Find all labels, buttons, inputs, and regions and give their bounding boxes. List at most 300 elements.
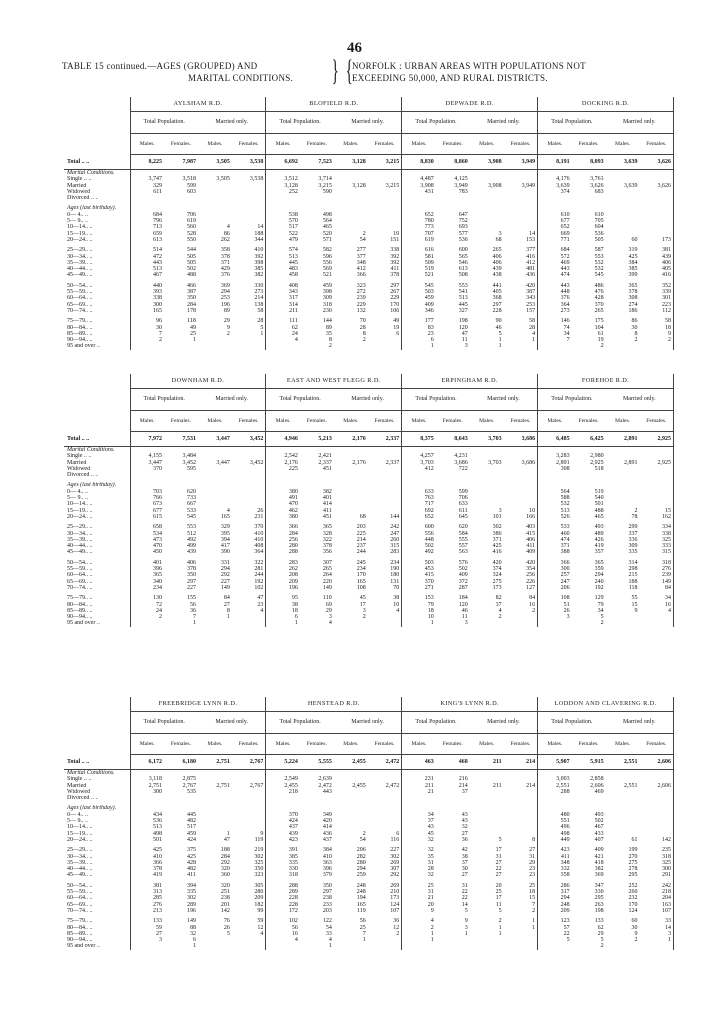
cell: 415 [424, 572, 434, 579]
cell: 24 [291, 330, 298, 337]
cell: 391 [288, 847, 298, 854]
cell: 7 [566, 337, 570, 344]
column-group-row [64, 112, 674, 134]
cell: 162 [640, 514, 674, 520]
cell: 377 [504, 247, 538, 253]
cell: 238 [220, 895, 230, 902]
cell: 379 [322, 872, 332, 879]
cell: 2,875 [182, 776, 196, 783]
cell: 394 [186, 882, 196, 889]
cell: 192 [232, 579, 266, 585]
cell: 227 [368, 847, 402, 853]
cell: 3,908 [488, 182, 502, 189]
cell: 3,761 [590, 176, 604, 183]
cell: 153 [424, 595, 434, 602]
cell: 401 [152, 559, 162, 566]
column-group-row [64, 712, 674, 734]
cell: 3,505 [198, 155, 232, 170]
cell [232, 620, 266, 626]
cell: 658 [152, 524, 162, 531]
cell: 2,606 [640, 783, 674, 789]
table-row [64, 943, 674, 949]
row-label: 0— 4.. .. [64, 812, 130, 818]
cell: 620 [186, 488, 196, 495]
cell: 5 [232, 325, 266, 331]
cell: 253 [504, 302, 538, 308]
cell: 17 [495, 895, 502, 902]
cell: 4,231 [454, 453, 468, 460]
cell [232, 343, 266, 349]
cell: 54 [359, 236, 366, 243]
cell: 170 [368, 302, 402, 308]
cell: 2,337 [318, 459, 332, 466]
cell: 315 [640, 549, 674, 555]
row-label: Married [64, 783, 130, 789]
cell: 10 [368, 602, 402, 608]
cell: 32 [189, 930, 196, 937]
cell: 180 [368, 572, 402, 578]
cell [266, 770, 300, 777]
cell: 86 [223, 230, 230, 237]
cell: 155 [186, 595, 196, 602]
cell: 89 [325, 324, 332, 331]
row-label: 50—54.. .. [64, 560, 130, 566]
cell [198, 620, 232, 626]
cell: 108 [356, 584, 366, 591]
cell: 108 [560, 595, 570, 602]
cell: 366 [152, 859, 162, 866]
cell: 7,972 [130, 432, 164, 447]
cell: 722 [458, 465, 468, 472]
cell: 424 [288, 818, 298, 825]
cell: 45 [427, 830, 434, 837]
cell [436, 770, 470, 777]
district-name: HENSTEAD R.D. [266, 697, 402, 712]
cell: 347 [594, 882, 604, 889]
cell: 334 [640, 524, 674, 530]
cell: 407 [594, 836, 604, 843]
cell: 451 [322, 513, 332, 520]
cell: 410 [322, 853, 332, 860]
cell: 519 [594, 488, 604, 495]
cell: 56 [359, 918, 366, 925]
cell: 2 [600, 620, 604, 627]
cell: 3,447 [216, 459, 230, 466]
cell: 295 [594, 895, 604, 902]
row-label: 35—39.. .. [64, 260, 130, 266]
cell: 280 [356, 859, 366, 866]
cell: 535 [186, 788, 196, 795]
cell: 284 [220, 853, 230, 860]
cell: 107 [368, 908, 402, 914]
cell: 110 [323, 595, 332, 602]
cell: 34 [563, 330, 570, 337]
cell [164, 170, 198, 177]
cell: 175 [594, 318, 604, 325]
cell: 546 [458, 259, 468, 266]
cell: 4,257 [420, 453, 434, 460]
cell: 165 [220, 513, 230, 520]
cell: 398 [322, 289, 332, 296]
cell: 474 [560, 272, 570, 279]
cell: 338 [368, 247, 402, 253]
cell: 2,421 [318, 453, 332, 460]
row-label: 65—69.. .. [64, 302, 130, 308]
cell: 211 [424, 782, 434, 789]
cell: 533 [186, 507, 196, 514]
cell: 320 [220, 882, 230, 889]
cell: 553 [594, 253, 604, 260]
cell: 16 [291, 930, 298, 937]
cell: 360 [220, 872, 230, 879]
cell: 226 [504, 579, 538, 585]
cell: 132 [356, 307, 366, 314]
cell: 771 [560, 236, 570, 243]
row-label: 85—89.. .. [64, 608, 130, 614]
cell: 2,337 [368, 460, 402, 466]
cell: 8,093 [572, 155, 606, 170]
cell: 693 [458, 224, 468, 231]
cell: 8 [634, 330, 638, 337]
cell: 350 [322, 882, 332, 889]
cell: 465 [594, 513, 604, 520]
cell: 42 [461, 847, 468, 854]
cell: 6,172 [130, 755, 164, 770]
cell: 505 [186, 253, 196, 260]
cell: 386 [492, 530, 502, 537]
cell: 3,949 [454, 182, 468, 189]
cell: 22 [495, 866, 502, 873]
cell: 3 [464, 620, 468, 627]
cell: 27 [504, 847, 538, 853]
cell: 3,747 [148, 176, 162, 183]
cell: 22 [563, 930, 570, 937]
cell: 3,484 [182, 453, 196, 460]
cell: 1 [498, 930, 502, 937]
cell: 3,703 [420, 459, 434, 466]
table-title-line2: MARITAL CONDITIONS. [188, 73, 294, 83]
cell: 428 [594, 295, 604, 302]
cell: 551 [560, 818, 570, 825]
cell: 26 [232, 508, 266, 514]
cell: 577 [458, 230, 468, 237]
cell: 521 [322, 272, 332, 279]
cell: 17 [495, 847, 502, 854]
cell: 4 [430, 918, 434, 925]
total-row [64, 155, 674, 170]
cell: 288 [288, 549, 298, 556]
cell: 3,215 [368, 183, 402, 189]
cell: 6,425 [572, 432, 606, 447]
cell: 15 [631, 601, 638, 608]
cell: 322 [232, 560, 266, 566]
cell: 149 [186, 918, 196, 925]
cell: 425 [492, 543, 502, 550]
sex-header-row [64, 134, 674, 155]
col-females: Females. [232, 134, 266, 155]
cell: 348 [356, 259, 366, 266]
cell [640, 447, 674, 454]
cell: 229 [368, 295, 402, 301]
cell: 645 [458, 513, 468, 520]
cell: 300 [152, 301, 162, 308]
cell: 557 [458, 543, 468, 550]
cell: 652 [424, 211, 434, 218]
cell: 120 [458, 324, 468, 331]
cell: 434 [152, 811, 162, 818]
cell: 10 [427, 614, 434, 621]
cell: 343 [504, 295, 538, 301]
cell: 142 [220, 907, 230, 914]
cell: 211 [289, 307, 298, 314]
header-brace-open: { [345, 54, 353, 87]
cell: 317 [288, 295, 298, 302]
cell: 253 [220, 295, 230, 302]
col-married-only: Married only. [470, 389, 538, 411]
cell [334, 943, 368, 949]
cell: 401 [322, 495, 332, 502]
cell: 1 [430, 937, 434, 944]
cell: 4 [504, 331, 538, 337]
district-table [64, 97, 674, 350]
cell: 2 [498, 918, 502, 925]
cell: 363 [322, 859, 332, 866]
cell: 8 [504, 837, 538, 843]
sex-header-row [64, 411, 674, 432]
cell: 470 [288, 501, 298, 508]
col-total-population: Total Population. [538, 389, 606, 411]
cell: 118 [628, 584, 638, 591]
cell: 7 [158, 330, 162, 337]
cell: 214 [356, 536, 366, 543]
district-name: BLOFIELD R.D. [266, 97, 402, 112]
cell: 201 [220, 901, 230, 908]
cell: 272 [356, 289, 366, 296]
cell: 324 [492, 572, 502, 579]
header-blank [64, 134, 130, 155]
cell: 684 [560, 247, 570, 254]
cell [504, 447, 538, 454]
cell: 327 [458, 307, 468, 314]
cell: 96 [155, 318, 162, 325]
row-label: Single .. .. [64, 176, 130, 182]
cell: 545 [424, 282, 434, 289]
cell: 352 [640, 283, 674, 289]
total-row [64, 432, 674, 447]
cell: 491 [288, 495, 298, 502]
cell: 416 [504, 254, 538, 260]
cell: 149 [640, 579, 674, 585]
cell: 280 [232, 889, 266, 895]
cell: 58 [232, 308, 266, 314]
col-males: Males. [266, 134, 300, 155]
row-label: 95 and over .. [64, 343, 130, 349]
col-males: Males. [334, 134, 368, 155]
cell: 232 [628, 895, 638, 902]
cell: 256 [288, 536, 298, 543]
cell: 2 [634, 937, 638, 944]
cell: 3 [498, 230, 502, 237]
row-label: 45—49.. .. [64, 549, 130, 555]
row-label: Married [64, 460, 130, 466]
cell: 3 [464, 924, 468, 931]
district-name: EAST AND WEST FLEGG R.D. [266, 374, 402, 389]
cell: 177 [424, 318, 434, 325]
cell: 520 [322, 230, 332, 237]
cell: 509 [424, 259, 434, 266]
cell: 30 [461, 866, 468, 873]
col-females: Females. [300, 734, 334, 755]
cell: 412 [356, 266, 366, 273]
cell: 3,703 [488, 459, 502, 466]
row-label: 55—59.. .. [64, 289, 130, 295]
cell: 23 [232, 602, 266, 608]
cell: 198 [458, 318, 468, 325]
cell: 7,531 [164, 432, 198, 447]
cell: 1 [232, 331, 266, 337]
row-label: Total .. .. [64, 432, 130, 447]
cell: 119 [232, 837, 266, 843]
cell: 517 [288, 224, 298, 231]
cell: 378 [152, 866, 162, 873]
cell: 79 [427, 601, 434, 608]
cell: 18 [291, 607, 298, 614]
cell: 54 [359, 836, 366, 843]
cell: 144 [368, 514, 402, 520]
cell: 476 [594, 289, 604, 296]
cell: 359 [594, 566, 604, 573]
cell: 416 [492, 549, 502, 556]
cell [504, 620, 538, 626]
cell: 4 [640, 608, 674, 614]
cell: 294 [220, 566, 230, 573]
cell: 425 [152, 847, 162, 854]
cell: 8,375 [402, 432, 436, 447]
cell: 273 [560, 307, 570, 314]
cell: 319 [628, 247, 638, 254]
cell: 705 [594, 218, 604, 225]
cell: 752 [458, 218, 468, 225]
cell: 4 [328, 937, 332, 944]
cell: 229 [356, 301, 366, 308]
cell: 588 [560, 495, 570, 502]
cell: 439 [288, 830, 298, 837]
cell: 1 [192, 943, 196, 950]
cell: 6 [294, 614, 298, 621]
row-label: 65—69.. .. [64, 579, 130, 585]
row-label: 70—74.. .. [64, 308, 130, 314]
cell: 599 [186, 182, 196, 189]
header-blank [64, 697, 130, 712]
cell [368, 343, 402, 349]
row-label: Total .. .. [64, 155, 130, 170]
cell: 382 [594, 866, 604, 873]
cell [504, 943, 538, 949]
cell: 518 [594, 465, 604, 472]
cell: 188 [628, 578, 638, 585]
row-label: 75—79.. .. [64, 318, 130, 324]
cell: 211 [470, 755, 504, 770]
cell: 308 [628, 295, 638, 302]
cell: 2,176 [334, 432, 368, 447]
cell: 3 [158, 937, 162, 944]
cell: 410 [232, 247, 266, 253]
cell: 371 [492, 536, 502, 543]
cell: 366 [560, 559, 570, 566]
cell [300, 770, 334, 777]
cell: 18 [504, 889, 538, 895]
cell: 415 [504, 531, 538, 537]
cell: 448 [560, 289, 570, 296]
cell: 107 [640, 908, 674, 914]
cell [198, 447, 232, 454]
cell: 8,191 [538, 155, 572, 170]
cell [334, 620, 368, 626]
cell: 294 [560, 895, 570, 902]
cell: 3,686 [504, 432, 538, 447]
cell: 4,125 [454, 176, 468, 183]
col-females: Females. [232, 734, 266, 755]
cell: 545 [594, 272, 604, 279]
cell: 395 [220, 530, 230, 537]
cell: 2 [328, 343, 332, 350]
cell: 172 [288, 907, 298, 914]
cell: 101 [492, 513, 502, 520]
cell: 294 [220, 289, 230, 296]
cell: 545 [186, 513, 196, 520]
section-label-row [64, 447, 674, 454]
cell: 438 [492, 272, 502, 279]
cell: 28 [232, 318, 266, 324]
header-blank [64, 411, 130, 432]
cell: 26 [223, 924, 230, 931]
cell: 4,946 [266, 432, 300, 447]
cell: 505 [186, 259, 196, 266]
cell: 59 [232, 918, 266, 924]
cell: 3,626 [640, 155, 674, 170]
cell: 465 [322, 224, 332, 231]
cell: 707 [424, 230, 434, 237]
cell: 416 [640, 272, 674, 278]
cell: 305 [232, 883, 266, 889]
cell: 2,337 [368, 432, 402, 447]
cell: 3,128 [284, 182, 298, 189]
cell: 370 [152, 465, 162, 472]
cell: 706 [186, 211, 196, 218]
cell: 683 [594, 188, 604, 195]
cell: 79 [597, 601, 604, 608]
cell: 419 [594, 543, 604, 550]
cell: 365 [628, 282, 638, 289]
cell: 82 [495, 595, 502, 602]
cell: 119 [357, 907, 366, 914]
cell: 49 [189, 324, 196, 331]
cell: 469 [594, 788, 604, 795]
cell: 234 [152, 584, 162, 591]
cell: 406 [186, 559, 196, 566]
cell: 773 [424, 224, 434, 231]
cell: 3,908 [420, 182, 434, 189]
cell: 2,751 [148, 782, 162, 789]
cell: 37 [495, 601, 502, 608]
cell: 322 [322, 536, 332, 543]
cell: 18 [427, 607, 434, 614]
cell: 1 [294, 620, 298, 627]
col-females: Females. [368, 411, 402, 432]
col-males: Males. [198, 134, 232, 155]
cell: 611 [458, 507, 468, 514]
table-subtitle [352, 60, 662, 84]
